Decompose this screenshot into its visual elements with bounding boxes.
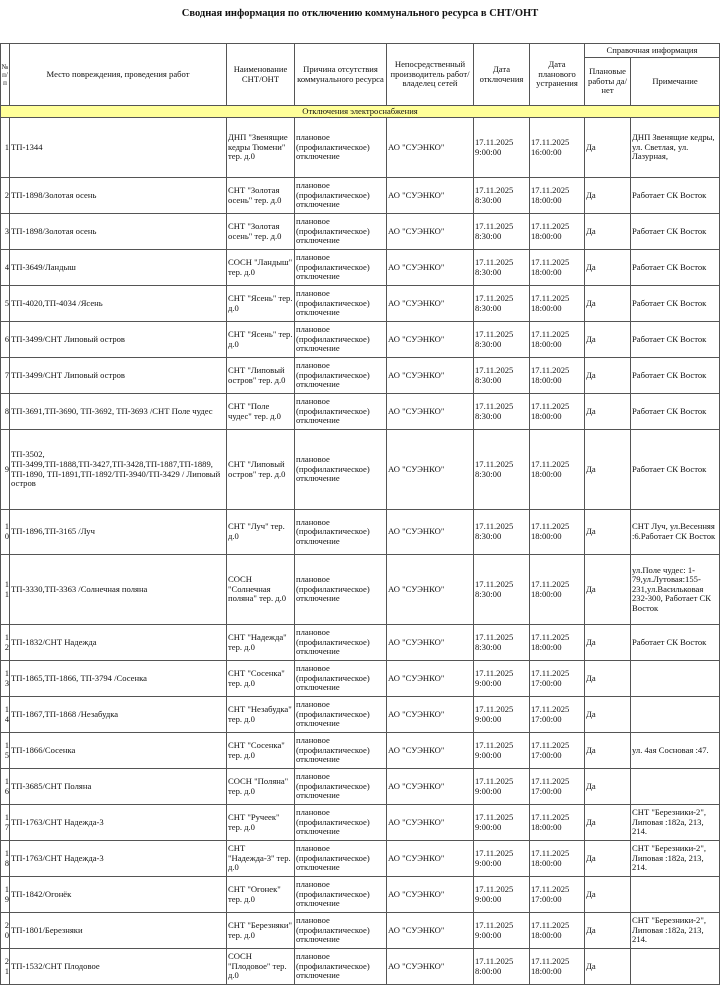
row-planned: Да [585,841,631,877]
row-date-off: 17.11.2025 9:00:00 [474,913,530,949]
row-snt: СНТ "Луч" тер. д.0 [227,510,295,555]
row-note: Работает СК Восток [631,394,720,430]
row-planned: Да [585,322,631,358]
row-snt: СНТ "Золотая осень" тер. д.0 [227,214,295,250]
row-number: 1 [1,118,10,178]
row-planned: Да [585,625,631,661]
row-date-fix: 17.11.2025 18:00:00 [530,214,585,250]
row-number: 3 [1,214,10,250]
row-reason: плановое (профилактическое) отключение [295,322,387,358]
row-snt: СНТ "Сосенка" тер. д.0 [227,661,295,697]
row-producer: АО "СУЭНКО" [387,510,474,555]
row-reason: плановое (профилактическое) отключение [295,661,387,697]
row-date-fix: 17.11.2025 18:00:00 [530,555,585,625]
row-reason: плановое (профилактическое) отключение [295,769,387,805]
row-snt: СНТ "Огонек" тер. д.0 [227,877,295,913]
table-row [1,394,720,430]
row-planned: Да [585,178,631,214]
row-snt: СОСН "Поляна" тер. д.0 [227,769,295,805]
row-planned: Да [585,661,631,697]
row-place: ТП-1898/Золотая осень [10,178,227,214]
row-snt: СНТ "Березняки" тер. д.0 [227,913,295,949]
row-reason: плановое (профилактическое) отключение [295,949,387,985]
row-date-off: 17.11.2025 9:00:00 [474,733,530,769]
header-date-fix: Дата планового устранения [530,44,585,106]
row-producer: АО "СУЭНКО" [387,286,474,322]
row-snt: СОСН "Ландыш" тер. д.0 [227,250,295,286]
row-date-fix: 17.11.2025 17:00:00 [530,733,585,769]
row-note [631,697,720,733]
row-reason: плановое (профилактическое) отключение [295,394,387,430]
row-reason: плановое (профилактическое) отключение [295,555,387,625]
row-number: 10 [1,510,10,555]
row-date-off: 17.11.2025 9:00:00 [474,841,530,877]
row-note [631,769,720,805]
row-number: 18 [1,841,10,877]
row-place: ТП-1763/СНТ Надежда-3 [10,805,227,841]
row-date-fix: 17.11.2025 18:00:00 [530,510,585,555]
row-place: ТП-1867,ТП-1868 /Незабудка [10,697,227,733]
row-number: 7 [1,358,10,394]
row-note: Работает СК Восток [631,430,720,510]
row-number: 12 [1,625,10,661]
row-number: 8 [1,394,10,430]
row-number: 6 [1,322,10,358]
row-snt: ДНП "Звенящие кедры Тюмени" тер. д.0 [227,118,295,178]
row-snt: СНТ "Золотая осень" тер. д.0 [227,178,295,214]
header-snt: Наименование СНТ/ОНТ [227,44,295,106]
table-row [1,358,720,394]
row-date-fix: 17.11.2025 18:00:00 [530,178,585,214]
table-row [1,214,720,250]
table-row [1,769,720,805]
row-planned: Да [585,949,631,985]
row-date-fix: 17.11.2025 17:00:00 [530,697,585,733]
row-planned: Да [585,769,631,805]
row-date-fix: 17.11.2025 18:00:00 [530,949,585,985]
row-place: ТП-1898/Золотая осень [10,214,227,250]
row-date-off: 17.11.2025 8:30:00 [474,286,530,322]
row-date-off: 17.11.2025 8:30:00 [474,322,530,358]
table-row [1,841,720,877]
table-row [1,805,720,841]
row-snt: СНТ "Липовый остров" тер. д.0 [227,430,295,510]
row-number: 2 [1,178,10,214]
row-date-fix: 17.11.2025 18:00:00 [530,250,585,286]
row-note: ДНП Звенящие кедры, ул. Светлая, ул. Лазурная, [631,118,720,178]
row-snt: СНТ "Надежда" тер. д.0 [227,625,295,661]
row-planned: Да [585,214,631,250]
row-date-fix: 17.11.2025 16:00:00 [530,118,585,178]
row-date-off: 17.11.2025 9:00:00 [474,769,530,805]
row-place: ТП-1866/Сосенка [10,733,227,769]
row-date-fix: 17.11.2025 18:00:00 [530,394,585,430]
header-num: № п/п [1,44,10,106]
table-row [1,250,720,286]
row-note: ул. 4ая Сосновая :47. [631,733,720,769]
row-note [631,661,720,697]
row-planned: Да [585,913,631,949]
row-note: СНТ "Березники-2", Липовая :182а, 213, 214. [631,841,720,877]
row-place: ТП-4020,ТП-4034 /Ясень [10,286,227,322]
table-row [1,118,720,178]
row-place: ТП-3685/СНТ Поляна [10,769,227,805]
row-producer: АО "СУЭНКО" [387,322,474,358]
row-note: СНТ "Березники-2", Липовая :182а, 213, 214. [631,805,720,841]
table-row [1,322,720,358]
row-number: 21 [1,949,10,985]
row-number: 20 [1,913,10,949]
row-reason: плановое (профилактическое) отключение [295,510,387,555]
outage-table [0,43,720,985]
row-snt: СНТ "Ясень" тер. д.0 [227,286,295,322]
row-number: 16 [1,769,10,805]
row-note: СНТ Луч, ул.Весенняя :6.Работает СК Восток [631,510,720,555]
row-number: 13 [1,661,10,697]
row-producer: АО "СУЭНКО" [387,949,474,985]
row-number: 14 [1,697,10,733]
header-reason: Причина отсутствия коммунального ресурса [295,44,387,106]
table-row [1,625,720,661]
row-note: СНТ "Березники-2", Липовая :182а, 213, 214. [631,913,720,949]
table-row [1,697,720,733]
row-snt: СНТ "Надежда-3" тер. д.0 [227,841,295,877]
row-place: ТП-3499/СНТ Липовый остров [10,358,227,394]
header-producer: Непосредственный производитель работ/ владелец сетей [387,44,474,106]
row-producer: АО "СУЭНКО" [387,841,474,877]
row-planned: Да [585,394,631,430]
row-note: ул.Поле чудес: 1-79,ул.Лутовая:155-231,ул.Васильковая 232-300, Работает СК Восток [631,555,720,625]
row-producer: АО "СУЭНКО" [387,394,474,430]
row-note [631,877,720,913]
row-planned: Да [585,877,631,913]
row-snt: СНТ "Сосенка" тер. д.0 [227,733,295,769]
row-note: Работает СК Восток [631,250,720,286]
row-producer: АО "СУЭНКО" [387,555,474,625]
row-date-fix: 17.11.2025 18:00:00 [530,358,585,394]
row-date-fix: 17.11.2025 18:00:00 [530,625,585,661]
row-reason: плановое (профилактическое) отключение [295,805,387,841]
row-date-off: 17.11.2025 8:30:00 [474,555,530,625]
row-reason: плановое (профилактическое) отключение [295,625,387,661]
row-snt: СНТ "Незабудка" тер. д.0 [227,697,295,733]
section-electricity: Отключения электроснабжения [1,106,720,118]
row-producer: АО "СУЭНКО" [387,769,474,805]
row-producer: АО "СУЭНКО" [387,178,474,214]
row-date-off: 17.11.2025 9:00:00 [474,661,530,697]
row-date-fix: 17.11.2025 18:00:00 [530,913,585,949]
row-producer: АО "СУЭНКО" [387,358,474,394]
row-place: ТП-1801/Березняки [10,913,227,949]
row-place: ТП-3691,ТП-3690, ТП-3692, ТП-3693 /СНТ Поле чудес [10,394,227,430]
row-snt: СОСН "Плодовое" тер. д.0 [227,949,295,985]
row-producer: АО "СУЭНКО" [387,214,474,250]
header-note: Примечание [631,58,720,106]
row-date-off: 17.11.2025 9:00:00 [474,877,530,913]
table-row [1,661,720,697]
row-number: 11 [1,555,10,625]
row-reason: плановое (профилактическое) отключение [295,697,387,733]
table-row [1,949,720,985]
row-date-fix: 17.11.2025 18:00:00 [530,322,585,358]
row-planned: Да [585,286,631,322]
row-date-off: 17.11.2025 8:30:00 [474,358,530,394]
row-note: Работает СК Восток [631,358,720,394]
row-place: ТП-1763/СНТ Надежда-3 [10,841,227,877]
row-producer: АО "СУЭНКО" [387,118,474,178]
row-date-fix: 17.11.2025 17:00:00 [530,661,585,697]
row-date-off: 17.11.2025 8:30:00 [474,178,530,214]
row-reason: плановое (профилактическое) отключение [295,286,387,322]
header-place: Место повреждения, проведения работ [10,44,227,106]
row-note [631,949,720,985]
row-date-off: 17.11.2025 8:30:00 [474,214,530,250]
row-producer: АО "СУЭНКО" [387,913,474,949]
row-place: ТП-1865,ТП-1866, ТП-3794 /Сосенка [10,661,227,697]
table-row [1,286,720,322]
row-reason: плановое (профилактическое) отключение [295,430,387,510]
row-snt: СНТ "Поле чудес" тер. д.0 [227,394,295,430]
row-reason: плановое (профилактическое) отключение [295,913,387,949]
row-snt: СНТ "Ручеек" тер. д.0 [227,805,295,841]
row-date-off: 17.11.2025 9:00:00 [474,805,530,841]
row-note: Работает СК Восток [631,322,720,358]
row-planned: Да [585,430,631,510]
row-planned: Да [585,805,631,841]
row-date-off: 17.11.2025 9:00:00 [474,118,530,178]
table-row [1,733,720,769]
row-place: ТП-1832/СНТ Надежда [10,625,227,661]
row-planned: Да [585,697,631,733]
header-ref-group: Справочная информация [585,44,720,58]
row-planned: Да [585,555,631,625]
row-reason: плановое (профилактическое) отключение [295,733,387,769]
row-place: ТП-3502, ТП-3499,ТП-1888,ТП-3427,ТП-3428,ТП-1887,ТП-1889, ТП-1890, ТП-1891,ТП-1892/ТП-3940/ТП-3429 / Липовый остров [10,430,227,510]
row-planned: Да [585,358,631,394]
row-producer: АО "СУЭНКО" [387,805,474,841]
row-number: 15 [1,733,10,769]
row-date-fix: 17.11.2025 17:00:00 [530,877,585,913]
table-row [1,178,720,214]
row-date-fix: 17.11.2025 18:00:00 [530,430,585,510]
table-row [1,555,720,625]
row-snt: СОСН "Солнечная поляна" тер. д.0 [227,555,295,625]
row-date-off: 17.11.2025 8:30:00 [474,625,530,661]
row-place: ТП-1344 [10,118,227,178]
row-date-off: 17.11.2025 8:30:00 [474,250,530,286]
row-date-off: 17.11.2025 9:00:00 [474,697,530,733]
row-date-fix: 17.11.2025 17:00:00 [530,769,585,805]
row-place: ТП-3499/СНТ Липовый остров [10,322,227,358]
header-date-off: Дата отключения [474,44,530,106]
row-planned: Да [585,250,631,286]
row-note: Работает СК Восток [631,286,720,322]
row-date-fix: 17.11.2025 18:00:00 [530,286,585,322]
row-reason: плановое (профилактическое) отключение [295,250,387,286]
row-producer: АО "СУЭНКО" [387,877,474,913]
row-number: 5 [1,286,10,322]
row-date-off: 17.11.2025 8:30:00 [474,430,530,510]
row-planned: Да [585,733,631,769]
row-producer: АО "СУЭНКО" [387,625,474,661]
table-row [1,877,720,913]
row-date-fix: 17.11.2025 18:00:00 [530,805,585,841]
row-note: Работает СК Восток [631,178,720,214]
row-note: Работает СК Восток [631,625,720,661]
table-row [1,430,720,510]
row-place: ТП-1532/СНТ Плодовое [10,949,227,985]
table-row [1,510,720,555]
row-number: 9 [1,430,10,510]
row-planned: Да [585,118,631,178]
row-date-fix: 17.11.2025 18:00:00 [530,841,585,877]
row-date-off: 17.11.2025 8:30:00 [474,510,530,555]
table-row [1,913,720,949]
row-place: ТП-1896,ТП-3165 /Луч [10,510,227,555]
row-reason: плановое (профилактическое) отключение [295,118,387,178]
row-planned: Да [585,510,631,555]
row-reason: плановое (профилактическое) отключение [295,214,387,250]
row-place: ТП-1842/Огонёк [10,877,227,913]
row-date-off: 17.11.2025 8:00:00 [474,949,530,985]
row-producer: АО "СУЭНКО" [387,697,474,733]
row-snt: СНТ "Ясень" тер. д.0 [227,322,295,358]
row-place: ТП-3330,ТП-3363 /Солнечная поляна [10,555,227,625]
row-number: 4 [1,250,10,286]
row-date-off: 17.11.2025 8:30:00 [474,394,530,430]
row-producer: АО "СУЭНКО" [387,733,474,769]
row-reason: плановое (профилактическое) отключение [295,358,387,394]
row-producer: АО "СУЭНКО" [387,250,474,286]
row-place: ТП-3649/Ландыш [10,250,227,286]
row-note: Работает СК Восток [631,214,720,250]
row-reason: плановое (профилактическое) отключение [295,877,387,913]
row-reason: плановое (профилактическое) отключение [295,841,387,877]
row-snt: СНТ "Липовый остров" тер. д.0 [227,358,295,394]
row-number: 19 [1,877,10,913]
row-reason: плановое (профилактическое) отключение [295,178,387,214]
document-title: Сводная информация по отключению коммунального ресурса в СНТ/ОНТ [181,8,539,19]
row-producer: АО "СУЭНКО" [387,430,474,510]
row-producer: АО "СУЭНКО" [387,661,474,697]
header-planned: Плановые работы да/нет [585,58,631,106]
row-number: 17 [1,805,10,841]
